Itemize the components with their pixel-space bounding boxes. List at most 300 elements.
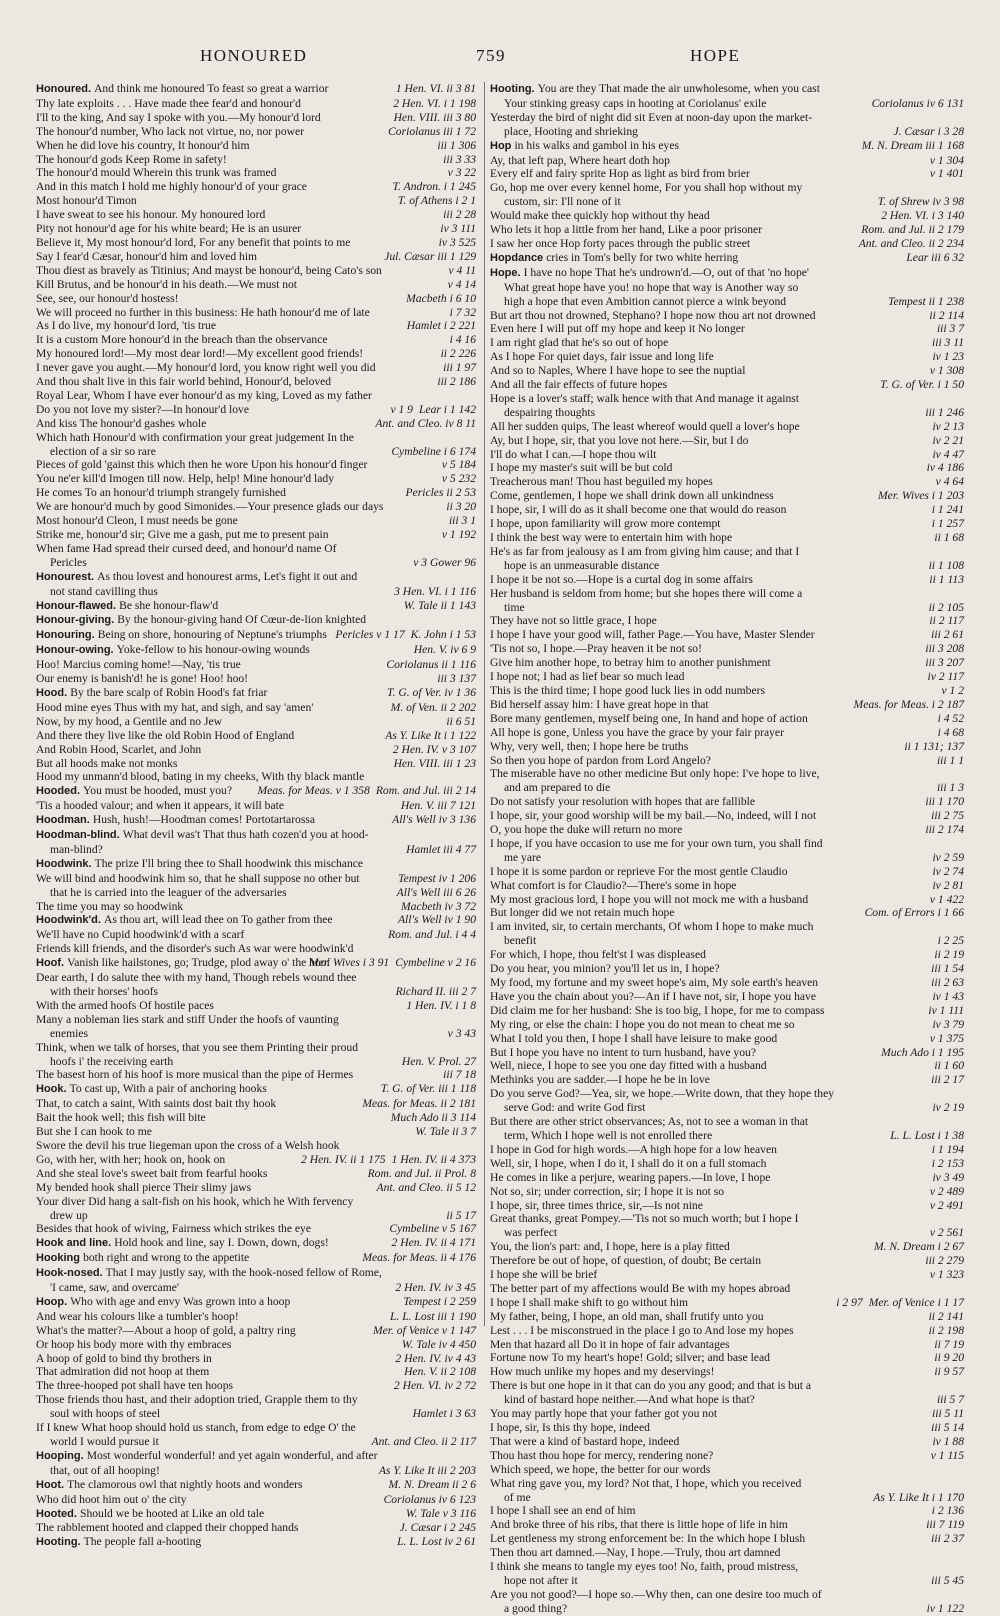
concordance-entry bbox=[36, 250, 476, 264]
citation-reference: Much Ado i 1 195 bbox=[875, 1046, 964, 1060]
citation-reference: iv 2 81 bbox=[926, 879, 964, 893]
citation-reference: v 1 115 bbox=[925, 1449, 964, 1463]
concordance-entry bbox=[36, 599, 476, 614]
concordance-entry bbox=[490, 125, 964, 139]
quotation-text: What ring gave you, my lord? Not that, I hope, which you received bbox=[490, 1476, 802, 1490]
concordance-entry bbox=[490, 740, 964, 754]
quotation-text: 'I came, saw, and overcame' bbox=[50, 1281, 179, 1295]
concordance-entry bbox=[490, 1602, 964, 1616]
concordance-entry bbox=[36, 658, 476, 672]
citation-reference: ii 2 105 bbox=[923, 601, 964, 615]
citation-reference: L. L. Lost i 1 38 bbox=[884, 1129, 964, 1143]
headword: Honour-flawed. bbox=[36, 599, 120, 612]
quotation-text: in his walks and gambol in his eyes bbox=[514, 138, 680, 152]
concordance-entry bbox=[490, 223, 964, 237]
citation-reference: iv 1 43 bbox=[926, 990, 964, 1004]
concordance-entry bbox=[36, 985, 476, 999]
concordance-entry bbox=[36, 153, 476, 167]
concordance-entry bbox=[490, 1157, 964, 1171]
header-left-keyword: HONOURED bbox=[200, 46, 308, 65]
quotation-text: That were a kind of bastard hope, indeed bbox=[490, 1434, 680, 1448]
quotation-text: It is a custom More honour'd in the breach than the observance bbox=[36, 333, 328, 347]
concordance-entry bbox=[490, 139, 964, 154]
citation-reference: L. L. Lost iv 2 61 bbox=[391, 1535, 476, 1549]
concordance-entry bbox=[490, 181, 964, 195]
concordance-entry bbox=[490, 1532, 964, 1546]
concordance-entry bbox=[36, 347, 476, 361]
concordance-entry bbox=[490, 754, 964, 768]
concordance-entry bbox=[490, 1504, 964, 1518]
concordance-entry bbox=[490, 601, 964, 615]
citation-reference: iv 4 47 bbox=[926, 448, 964, 462]
headword: Hopdance bbox=[490, 251, 547, 264]
quotation-text: Do you serve God?—Yea, sir, we hope.—Write down, that they hope they bbox=[490, 1087, 835, 1101]
quotation-text: You are they That made the air unwholesome, when you cast bbox=[537, 82, 820, 95]
concordance-entry bbox=[36, 403, 476, 417]
quotation-text: That I may justly say, with the hook-nosed fellow of Rome, bbox=[105, 1266, 382, 1280]
concordance-entry bbox=[490, 167, 964, 181]
quotation-text: I hope in God for high words.—A high hope for a low heaven bbox=[490, 1142, 777, 1156]
citation-reference: Mer. of Venice v 1 147 bbox=[367, 1324, 476, 1338]
concordance-entry bbox=[490, 614, 964, 628]
concordance-entry bbox=[36, 1295, 476, 1310]
concordance-entry bbox=[36, 319, 476, 333]
concordance-entry bbox=[36, 999, 476, 1013]
concordance-entry bbox=[36, 1493, 476, 1507]
quotation-text: Yesterday the bird of night did sit Even at noon-day upon the market- bbox=[490, 110, 813, 124]
citation-reference: Lear i 1 142 bbox=[413, 403, 476, 417]
citation-reference: M. N. Dream iii 1 168 bbox=[856, 139, 964, 153]
citation-reference: Hen. VIII. iii 1 23 bbox=[388, 757, 476, 771]
quotation-text: not stand cavilling thus bbox=[50, 584, 158, 598]
concordance-entry bbox=[490, 82, 964, 97]
citation-reference: Hen. V. iii 7 121 bbox=[395, 799, 476, 813]
concordance-entry bbox=[36, 1521, 476, 1535]
citation-reference: ii 2 141 bbox=[923, 1310, 964, 1324]
quotation-text: Bore many gentlemen, myself being one, In hand and hope of action bbox=[490, 711, 808, 725]
quotation-text: Vanish like hailstones, go; Trudge, plod away o' the hoof bbox=[67, 956, 331, 970]
concordance-entry bbox=[490, 336, 964, 350]
citation-reference: Hamlet i 3 63 bbox=[407, 1407, 476, 1421]
concordance-entry bbox=[36, 1393, 476, 1407]
concordance-entry bbox=[36, 1365, 476, 1379]
concordance-entry bbox=[36, 686, 476, 701]
quotation-text: All hope is gone, Unless you have the grace by your fair prayer bbox=[490, 725, 784, 739]
concordance-entry bbox=[36, 445, 476, 459]
citation-reference: iv 1 122 bbox=[921, 1602, 964, 1616]
citation-reference: Mer. Wives i 1 203 bbox=[872, 489, 964, 503]
quotation-text: What's the matter?—About a hoop of gold, a paltry ring bbox=[36, 1323, 296, 1337]
concordance-entry bbox=[490, 559, 964, 573]
quotation-text: Bid herself assay him: I have great hope in that bbox=[490, 697, 709, 711]
quotation-text: And think me honoured To feast so great a warrior bbox=[94, 82, 329, 95]
quotation-text: I hope, if you have occasion to use me for your own turn, you shall find bbox=[490, 836, 823, 850]
citation-reference: iii 2 37 bbox=[925, 1532, 964, 1546]
quotation-text: I hope I shall see an end of him bbox=[490, 1504, 636, 1518]
citation-reference: iv 4 186 bbox=[921, 461, 964, 475]
concordance-entry bbox=[490, 781, 964, 795]
right-column bbox=[490, 82, 964, 1615]
concordance-entry bbox=[36, 1449, 476, 1464]
citation-reference: v 4 11 bbox=[443, 264, 476, 278]
citation-reference: Tempest ii 1 238 bbox=[882, 295, 964, 309]
concordance-entry bbox=[490, 879, 964, 893]
concordance-entry bbox=[490, 531, 964, 545]
quotation-text: And Robin Hood, Scarlet, and John bbox=[36, 742, 202, 756]
citation-reference: i 4 16 bbox=[444, 333, 476, 347]
citation-reference: iv 2 117 bbox=[922, 670, 965, 684]
quotation-text: The honour'd gods Keep Rome in safety! bbox=[36, 152, 227, 166]
citation-reference: ii 7 19 bbox=[928, 1338, 964, 1352]
citation-reference: 2 Hen. IV. iv 3 45 bbox=[389, 1281, 476, 1295]
citation-reference: iv 2 59 bbox=[926, 851, 964, 865]
quotation-text: We will proceed no further in this business: He hath honour'd me of late bbox=[36, 305, 370, 319]
concordance-entry bbox=[36, 1041, 476, 1055]
quotation-text: My food, my fortune and my sweet hope's aim, My sole earth's heaven bbox=[490, 976, 819, 989]
citation-reference: Pericles v 1 17 bbox=[329, 628, 404, 642]
citation-reference: iii 1 3 bbox=[931, 781, 964, 795]
citation-reference: v 4 64 bbox=[930, 475, 964, 489]
citation-reference: Lear iii 6 32 bbox=[900, 251, 964, 265]
concordance-entry bbox=[36, 701, 476, 715]
quotation-text: To cast up, With a pair of anchoring hooks bbox=[69, 1082, 267, 1096]
concordance-entry bbox=[36, 770, 476, 784]
concordance-entry bbox=[36, 82, 476, 97]
concordance-entry bbox=[490, 670, 964, 684]
quotation-text: And thou shalt live in this fair world behind, Honour'd, beloved bbox=[36, 375, 332, 389]
citation-reference: iii 3 33 bbox=[437, 153, 476, 167]
concordance-entry bbox=[490, 434, 964, 448]
citation-reference: Meas. for Meas. ii 2 181 bbox=[356, 1097, 476, 1111]
quotation-text: 'Tis a hooded valour; and when it appears, it will bate bbox=[36, 799, 284, 813]
citation-reference: v 2 489 bbox=[924, 1185, 964, 1199]
citation-reference: v 5 232 bbox=[436, 472, 476, 486]
concordance-entry bbox=[36, 1338, 476, 1352]
concordance-entry bbox=[490, 1212, 964, 1226]
citation-reference: ii 2 198 bbox=[923, 1324, 964, 1338]
citation-reference: v 1 308 bbox=[924, 364, 964, 378]
concordance-entry bbox=[36, 570, 476, 585]
quotation-text: Thou diest as bravely as Titinius; And mayst be honour'd, being Cato's son bbox=[36, 263, 382, 277]
concordance-entry bbox=[490, 1129, 964, 1143]
quotation-text: I'll do what I can.—I hope thou wilt bbox=[490, 447, 657, 461]
concordance-entry bbox=[36, 278, 476, 292]
citation-reference: Cymbeline i 6 174 bbox=[385, 445, 476, 459]
concordance-entry bbox=[36, 843, 476, 857]
quotation-text: a good thing? bbox=[504, 1601, 568, 1615]
quotation-text: kind of bastard hope neither.—And what hope is that? bbox=[504, 1393, 755, 1407]
headword: Hooking bbox=[36, 1252, 84, 1265]
quotation-text: Not so, sir; under correction, sir; I hope it is not so bbox=[490, 1184, 725, 1198]
concordance-entry bbox=[490, 976, 964, 990]
quotation-text: Go, hop me over every kennel home, For you shall hop without my bbox=[490, 181, 803, 195]
citation-reference: iii 5 45 bbox=[925, 1574, 964, 1588]
quotation-text: time bbox=[504, 600, 525, 614]
concordance-entry bbox=[490, 251, 964, 266]
quotation-text: I have sweat to see his honour. My honoured lord bbox=[36, 208, 266, 222]
citation-reference: Rom. and Jul. ii Prol. 8 bbox=[362, 1167, 476, 1181]
citation-reference: T. of Athens i 2 1 bbox=[392, 194, 476, 208]
citation-reference: T. G. of Ver. i 1 50 bbox=[874, 378, 964, 392]
concordance-entry bbox=[36, 715, 476, 729]
concordance-entry bbox=[36, 799, 476, 813]
quotation-text: We will bind and hoodwink him so, that he shall suppose no other but bbox=[36, 871, 360, 885]
citation-reference: Pericles ii 2 53 bbox=[399, 486, 476, 500]
headword: Hoodman-blind. bbox=[36, 829, 123, 842]
citation-reference: i 2 153 bbox=[926, 1157, 964, 1171]
quotation-text: hope is an unmeasurable distance bbox=[504, 558, 660, 572]
concordance-entry bbox=[490, 573, 964, 587]
quotation-text: benefit bbox=[504, 934, 537, 948]
quotation-text: But she I can hook to me bbox=[36, 1125, 152, 1139]
concordance-entry bbox=[36, 194, 476, 208]
quotation-text: And broke three of his ribs, that there is little hope of life in him bbox=[490, 1518, 788, 1532]
concordance-entry bbox=[36, 1222, 476, 1236]
citation-reference: W. Tale ii 3 7 bbox=[409, 1125, 476, 1139]
concordance-entry bbox=[490, 1588, 964, 1602]
headword: Hood. bbox=[36, 686, 71, 699]
concordance-entry bbox=[490, 350, 964, 364]
concordance-entry bbox=[36, 361, 476, 375]
quotation-text: Who lets it hop a little from her hand, Like a poor prisoner bbox=[490, 223, 763, 237]
headword: Hook. bbox=[36, 1083, 70, 1096]
quotation-text: Therefore be out of hope, of question, of doubt; Be certain bbox=[490, 1254, 762, 1268]
quotation-text: My bended hook shall pierce Their slimy jaws bbox=[36, 1180, 252, 1194]
concordance-entry bbox=[36, 1464, 476, 1478]
quotation-text: Should we be hooted at Like an old tale bbox=[80, 1506, 265, 1520]
citation-reference: As Y. Like It i 1 122 bbox=[379, 729, 476, 743]
concordance-entry bbox=[36, 942, 476, 956]
concordance-entry bbox=[36, 1027, 476, 1041]
quotation-text: And all the fair effects of future hopes bbox=[490, 378, 668, 392]
concordance-entry bbox=[36, 1082, 476, 1097]
concordance-entry bbox=[490, 392, 964, 406]
quotation-text: drew up bbox=[50, 1208, 88, 1222]
concordance-entry bbox=[36, 1097, 476, 1111]
concordance-entry bbox=[490, 517, 964, 531]
quotation-text: Ay, but I hope, sir, that you love not here.—Sir, but I do bbox=[490, 433, 749, 447]
quotation-text: Men that hazard all Do it in hope of fair advantages bbox=[490, 1337, 730, 1351]
citation-reference: iii 5 14 bbox=[925, 1421, 964, 1435]
concordance-entry bbox=[490, 295, 964, 309]
quotation-text: Every elf and fairy sprite Hop as light as bird from brier bbox=[490, 167, 750, 181]
concordance-entry bbox=[36, 472, 476, 486]
quotation-text: Your diver Did hang a salt-fish on his hook, which he With fervency bbox=[36, 1194, 354, 1208]
concordance-entry bbox=[490, 1560, 964, 1574]
citation-reference: ii 2 19 bbox=[928, 948, 964, 962]
citation-reference: v 4 14 bbox=[442, 278, 476, 292]
quotation-text: election of a sir so rare bbox=[50, 444, 156, 458]
citation-reference: Macbeth iv 3 72 bbox=[395, 900, 476, 914]
quotation-text: By the bare scalp of Robin Hood's fat friar bbox=[70, 685, 268, 699]
citation-reference: L. L. Lost iii 1 190 bbox=[384, 1310, 476, 1324]
quotation-text: Or hoop his body more with thy embraces bbox=[36, 1337, 232, 1351]
quotation-text: When fame Had spread their cursed deed, and honour'd name Of bbox=[36, 541, 337, 555]
quotation-text: I hope, sir, three times thrice, sir,—Is not nine bbox=[490, 1198, 703, 1212]
citation-reference: 2 Hen. IV. v 3 107 bbox=[387, 743, 476, 757]
quotation-text: Which speed, we hope, the better for our words bbox=[490, 1462, 711, 1476]
quotation-text: term, Which I hope well is not enrolled there bbox=[504, 1128, 713, 1142]
citation-reference: Coriolanus iv 6 131 bbox=[866, 97, 964, 111]
citation-reference: i 2 136 bbox=[926, 1504, 964, 1518]
concordance-entry bbox=[36, 236, 476, 250]
concordance-entry bbox=[36, 1266, 476, 1281]
citation-reference: iii 7 18 bbox=[437, 1068, 476, 1082]
concordance-entry bbox=[490, 1199, 964, 1213]
concordance-entry bbox=[490, 154, 964, 168]
quotation-text: Even here I will put off my hope and keep it No longer bbox=[490, 322, 745, 336]
quotation-text: Your stinking greasy caps in hooting at Coriolanus' exile bbox=[504, 96, 767, 110]
citation-reference: iv 1 88 bbox=[926, 1435, 964, 1449]
quotation-text: I hope it be not so.—Hope is a curtal dog in some affairs bbox=[490, 572, 753, 586]
concordance-entry bbox=[490, 97, 964, 111]
headword: Honoured. bbox=[36, 83, 95, 95]
concordance-entry bbox=[490, 726, 964, 740]
quotation-text: For which, I hope, thou felt'st I was displeased bbox=[490, 948, 706, 962]
concordance-entry bbox=[36, 1324, 476, 1338]
citation-reference: M. of Ven. ii 2 202 bbox=[385, 701, 476, 715]
concordance-entry bbox=[36, 757, 476, 771]
quotation-text: Methinks you are sadder.—I hope he be in love bbox=[490, 1073, 710, 1087]
citation-reference: i 1 257 bbox=[926, 517, 964, 531]
concordance-entry bbox=[36, 222, 476, 236]
citation-reference: iv 2 74 bbox=[926, 865, 964, 879]
quotation-text: Say I fear'd Cæsar, honour'd him and loved him bbox=[36, 249, 258, 263]
quotation-text: They have not so little grace, I hope bbox=[490, 614, 657, 628]
concordance-entry bbox=[490, 823, 964, 837]
concordance-entry bbox=[36, 1111, 476, 1125]
concordance-entry bbox=[490, 893, 964, 907]
concordance-entry bbox=[36, 514, 476, 528]
citation-reference: v 1 304 bbox=[924, 154, 964, 168]
citation-reference: iii 2 174 bbox=[919, 823, 964, 837]
concordance-entry bbox=[36, 886, 476, 900]
quotation-text: What devil was't That thus hath cozen'd you at hood- bbox=[122, 828, 369, 842]
citation-reference: As Y. Like It iii 2 203 bbox=[373, 1464, 476, 1478]
quotation-text: Hood mine eyes Thus with my hat, and sigh, and say 'amen' bbox=[36, 700, 314, 714]
concordance-entry bbox=[36, 417, 476, 431]
citation-reference: Richard II. iii 2 7 bbox=[390, 985, 476, 999]
concordance-entry bbox=[36, 333, 476, 347]
quotation-text: The better part of my affections would Be with my hopes abroad bbox=[490, 1281, 791, 1295]
citation-reference: Jul. Cæsar iii 1 129 bbox=[378, 250, 476, 264]
quotation-text: I'll to the king, And say I spoke with you.—My honour'd lord bbox=[36, 110, 321, 124]
citation-reference: Hen. V. ii 2 108 bbox=[398, 1365, 476, 1379]
concordance-entry bbox=[490, 1101, 964, 1115]
concordance-entry bbox=[490, 990, 964, 1004]
quotation-text: He comes in like a perjure, wearing papers.—In love, I hope bbox=[490, 1170, 771, 1184]
citation-reference: iii 1 170 bbox=[919, 795, 964, 809]
quotation-text: When he did love his country, It honour'd him bbox=[36, 138, 250, 152]
headword: Hoot. bbox=[36, 1478, 68, 1491]
concordance-entry bbox=[490, 475, 964, 489]
headword: Hook-nosed. bbox=[36, 1267, 106, 1280]
concordance-entry bbox=[36, 743, 476, 757]
quotation-text: The clamorous owl that nightly hoots and wonders bbox=[67, 1477, 303, 1491]
concordance-entry bbox=[490, 837, 964, 851]
citation-reference: ii 1 131; 137 bbox=[898, 740, 964, 754]
concordance-entry bbox=[490, 364, 964, 378]
quotation-text: Are you not good?—I hope so.—Why then, can one desire too much of bbox=[490, 1587, 822, 1601]
quotation-text: Pieces of gold 'gainst this which then he wore Upon his honour'd finger bbox=[36, 458, 368, 472]
citation-reference: 2 Hen. IV. ii 4 171 bbox=[386, 1236, 476, 1250]
quotation-text: And in this match I hold me highly honour'd of your grace bbox=[36, 180, 307, 194]
concordance-entry bbox=[490, 378, 964, 392]
citation-reference: v 1 2 bbox=[935, 684, 964, 698]
citation-reference: T. G. of Ver. iii 1 118 bbox=[375, 1082, 476, 1096]
citation-reference: All's Well iv 1 90 bbox=[392, 913, 476, 927]
citation-reference: ii 2 114 bbox=[923, 309, 964, 323]
concordance-entry bbox=[490, 309, 964, 323]
quotation-text: with their horses' hoofs bbox=[50, 985, 159, 998]
citation-reference: Meas. for Meas. ii 4 176 bbox=[356, 1251, 476, 1265]
quotation-text: I hope, sir, your good worship will be my bail.—No, indeed, will I not bbox=[490, 809, 817, 823]
quotation-text: Do you not love my sister?—In honour'd love bbox=[36, 402, 250, 416]
citation-reference: iii 3 137 bbox=[431, 672, 476, 686]
headword: Hope. bbox=[490, 266, 524, 279]
concordance-entry bbox=[490, 237, 964, 251]
citation-reference: ii 3 20 bbox=[440, 500, 476, 514]
quotation-text: I am right glad that he's so out of hope bbox=[490, 336, 669, 350]
quotation-text: Kill Brutus, and be honour'd in his death.—We must not bbox=[36, 277, 298, 291]
citation-reference: v 1 9 bbox=[384, 403, 413, 417]
concordance-entry bbox=[490, 489, 964, 503]
quotation-text: 'Tis not so, I hope.—Pray heaven it be not so! bbox=[490, 642, 702, 656]
citation-reference: Cymbeline v 5 167 bbox=[383, 1222, 476, 1236]
quotation-text: I hope, sir, I will do as it shall become one that would do reason bbox=[490, 503, 787, 517]
citation-reference: Tempest iv 1 206 bbox=[392, 872, 476, 886]
concordance-entry bbox=[490, 684, 964, 698]
concordance-entry bbox=[490, 448, 964, 462]
concordance-entry bbox=[490, 906, 964, 920]
quotation-text: The honour'd mould Wherein this trunk was framed bbox=[36, 166, 277, 180]
citation-reference: ii 1 108 bbox=[923, 559, 964, 573]
citation-reference: i 4 68 bbox=[932, 726, 964, 740]
quotation-text: But longer did we not retain much hope bbox=[490, 906, 675, 920]
concordance-entry bbox=[490, 1004, 964, 1018]
quotation-text: Treacherous man! Thou hast beguiled my hopes bbox=[490, 475, 713, 489]
quotation-text: Strike me, honour'd sir; Give me a gash, put me to present pain bbox=[36, 528, 329, 541]
quotation-text: Thou hast thou hope for mercy, rendering none? bbox=[490, 1448, 714, 1462]
concordance-entry bbox=[490, 948, 964, 962]
concordance-entry bbox=[490, 712, 964, 726]
citation-reference: 2 Hen. IV. iv 4 43 bbox=[389, 1352, 476, 1366]
citation-reference: v 1 192 bbox=[436, 528, 476, 542]
citation-reference: Hamlet iii 4 77 bbox=[400, 843, 476, 857]
citation-reference: 2 Hen. VI. iv 2 72 bbox=[388, 1379, 476, 1393]
quotation-text: He's as far from jealousy as I am from giving him cause; and that I bbox=[490, 544, 800, 558]
quotation-text: As I hope For quiet days, fair issue and long life bbox=[490, 350, 714, 364]
citation-reference: Ant. and Cleo. ii 2 234 bbox=[853, 237, 964, 251]
citation-reference: Coriolanus iv 6 123 bbox=[378, 1493, 476, 1507]
citation-reference: Macbeth i 6 10 bbox=[400, 292, 476, 306]
headword: Hop bbox=[490, 139, 515, 152]
concordance-entry bbox=[490, 406, 964, 420]
concordance-entry bbox=[36, 928, 476, 942]
citation-reference: iv 1 23 bbox=[926, 350, 964, 364]
concordance-entry bbox=[490, 195, 964, 209]
citation-reference: v 1 422 bbox=[924, 893, 964, 907]
quotation-text: A hoop of gold to bind thy brothers in bbox=[36, 1351, 212, 1365]
citation-reference: Ant. and Cleo. ii 2 117 bbox=[366, 1435, 476, 1449]
quotation-text: Then thou art damned.—Nay, I hope.—Truly, thou art damned bbox=[490, 1546, 781, 1560]
concordance-entry bbox=[490, 1338, 964, 1352]
citation-reference: Coriolanus iii 1 72 bbox=[382, 125, 476, 139]
quotation-text: Her husband is seldom from home; but she hopes there will come a bbox=[490, 586, 803, 600]
concordance-entry bbox=[490, 1351, 964, 1365]
citation-reference: iii 3 11 bbox=[926, 336, 964, 350]
concordance-entry bbox=[490, 1059, 964, 1073]
